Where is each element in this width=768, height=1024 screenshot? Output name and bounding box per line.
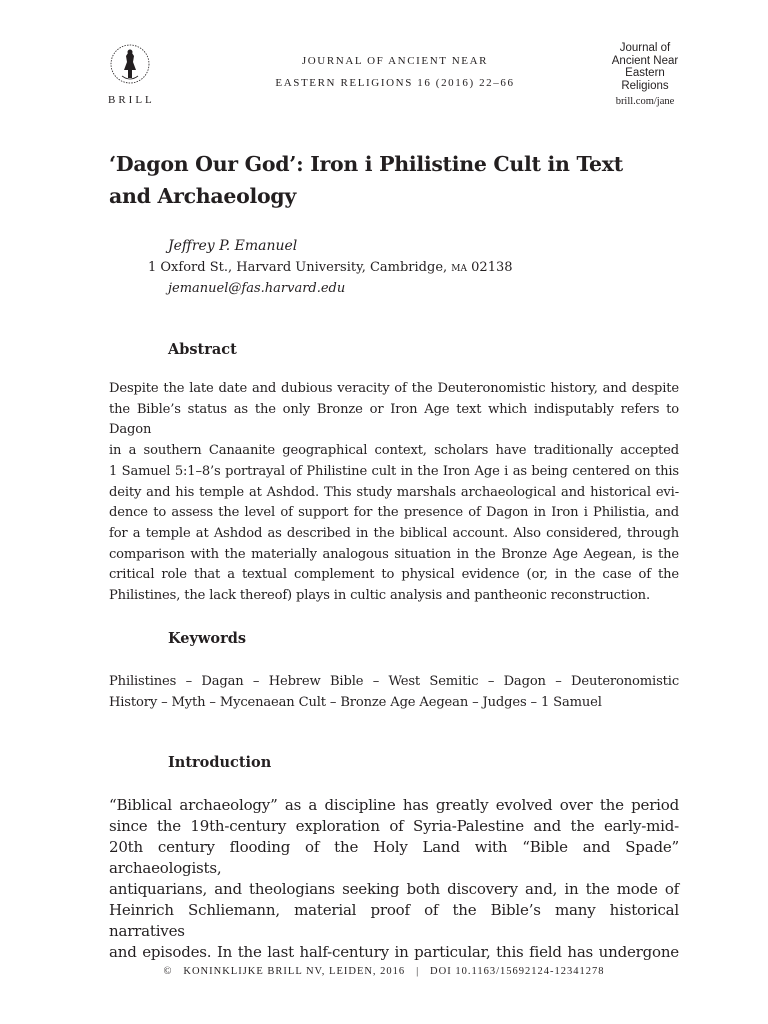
publisher-name: BRILL	[108, 94, 155, 106]
keywords-line: History – Myth – Mycenaean Cult – Bronze Age Aegean – Judges – 1 Samuel	[109, 694, 602, 710]
doi-link[interactable]: DOI 10.1163/15692124-12341278	[430, 966, 605, 977]
journal-url-link[interactable]: brill.com/jane	[615, 96, 675, 107]
keywords-body	[109, 672, 679, 713]
abstract-line: comparison with the materially analogous situation in the Bronze Age Aegean, is the	[109, 546, 679, 562]
author-email-link[interactable]: jemanuel@fas.harvard.edu	[168, 281, 346, 296]
footer-separator: |	[416, 966, 420, 977]
abstract-line: Philistines, the lack thereof) plays in cultic analysis and pantheonic reconstruction.	[109, 588, 650, 604]
journal-brand	[590, 42, 700, 109]
abstract-line: dence to assess the level of support for the presence of Dagon in Iron i Philistia, and	[109, 505, 679, 521]
introduction-heading: Introduction	[168, 754, 272, 771]
abstract-line: Despite the late date and dubious veracity of the Deuteronomistic history, and despite	[109, 381, 679, 396]
keywords-heading: Keywords	[168, 630, 247, 647]
copyright-symbol: ©	[163, 966, 173, 977]
author-name: Jeffrey P. Emanuel	[168, 238, 298, 254]
page-footer	[0, 966, 768, 977]
intro-line: since the 19th-century exploration of Syria-Palestine and the early-mid-	[109, 817, 679, 835]
affiliation-state: ma	[451, 260, 468, 275]
intro-line: and episodes. In the last half-century in particular, this field has undergone	[109, 943, 679, 961]
journal-header	[240, 50, 550, 94]
title-line1: ‘Dagon Our God’: Iron i Philistine Cult in Text	[109, 152, 623, 176]
brand-line3: Eastern	[625, 67, 665, 79]
abstract-heading: Abstract	[168, 341, 237, 358]
title-line2: and Archaeology	[109, 184, 296, 208]
abstract-line: for a temple at Ashdod as described in the biblical account. Also considered, through	[109, 525, 679, 541]
introduction-body	[109, 795, 679, 963]
journal-header-line1: JOURNAL OF ANCIENT NEAR	[301, 55, 489, 67]
intro-line: 20th century flooding of the Holy Land with “Bible and Spade” archaeologists,	[109, 838, 679, 877]
brill-seal-icon	[108, 40, 152, 90]
abstract-line: 1 Samuel 5:1–8’s portrayal of Philistine cult in the Iron Age i as being centered on this	[109, 463, 679, 479]
brand-line4: Religions	[621, 79, 669, 92]
intro-line: antiquarians, and theologians seeking both discovery and, in the mode of	[109, 880, 679, 898]
abstract-line: the Bible’s status as the only Bronze or Iron Age text which indisputably refers to Dagon	[109, 401, 679, 438]
affiliation-zip: 02138	[467, 260, 513, 275]
intro-line: Heinrich Schliemann, material proof of the Bible’s many historical narratives	[109, 901, 679, 940]
brand-line1: Journal of	[619, 42, 671, 54]
brill-logo	[100, 40, 160, 106]
abstract-line: deity and his temple at Ashdod. This study marshals archaeological and historical evi-	[109, 484, 679, 500]
abstract-line: in a southern Canaanite geographical context, scholars have traditionally accepted	[109, 443, 679, 459]
journal-header-line2: EASTERN RELIGIONS 16 (2016) 22–66	[275, 77, 515, 89]
article-title	[109, 148, 669, 212]
intro-line: “Biblical archaeology” as a discipline has greatly evolved over the period	[109, 796, 679, 814]
abstract-line: critical role that a textual complement to physical evidence (or, in the case of the	[109, 567, 679, 583]
brand-line2: Ancient Near	[611, 54, 679, 67]
author-affiliation	[148, 257, 513, 278]
keywords-line: Philistines – Dagan – Hebrew Bible – West Semitic – Dagon – Deuteronomistic	[109, 674, 679, 689]
affiliation-address: 1 Oxford St., Harvard University, Cambridge,	[148, 260, 452, 275]
abstract-body	[109, 379, 679, 607]
footer-publisher: KONINKLIJKE BRILL NV, LEIDEN, 2016	[183, 966, 406, 977]
